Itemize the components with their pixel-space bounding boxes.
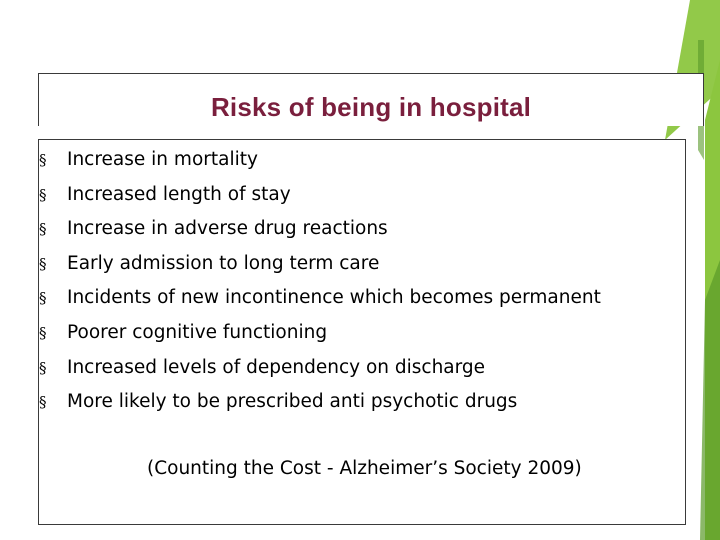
content-box: § Increase in mortality § Increased length of stay § Increase in adverse drug reactions § Early admission to long term care § Incidents of new incontinence which becomes permanent § Poorer cognitive functioning § Increased levels of dependency on discharge § More likely to be prescribed anti psychotic drugs (Counting the Cost - Alzheimer’s Society 2009) [38, 139, 686, 525]
title-box [38, 73, 704, 126]
green-stripe-mid [705, 60, 720, 540]
citation: (Counting the Cost - Alzheimer’s Society 2009) [147, 458, 582, 479]
green-stripe-bottom [700, 260, 720, 540]
section-bullet-icon: § [39, 323, 47, 342]
section-bullet-icon: § [39, 254, 47, 273]
section-bullet-icon: § [39, 220, 47, 239]
section-bullet-icon: § [39, 358, 47, 377]
section-bullet-icon: § [39, 393, 47, 412]
section-bullet-icon: § [39, 151, 47, 169]
slide-title: Risks of being in hospital [210, 92, 532, 122]
section-bullet-icon: § [39, 289, 47, 308]
section-bullet-icon: § [39, 185, 47, 204]
